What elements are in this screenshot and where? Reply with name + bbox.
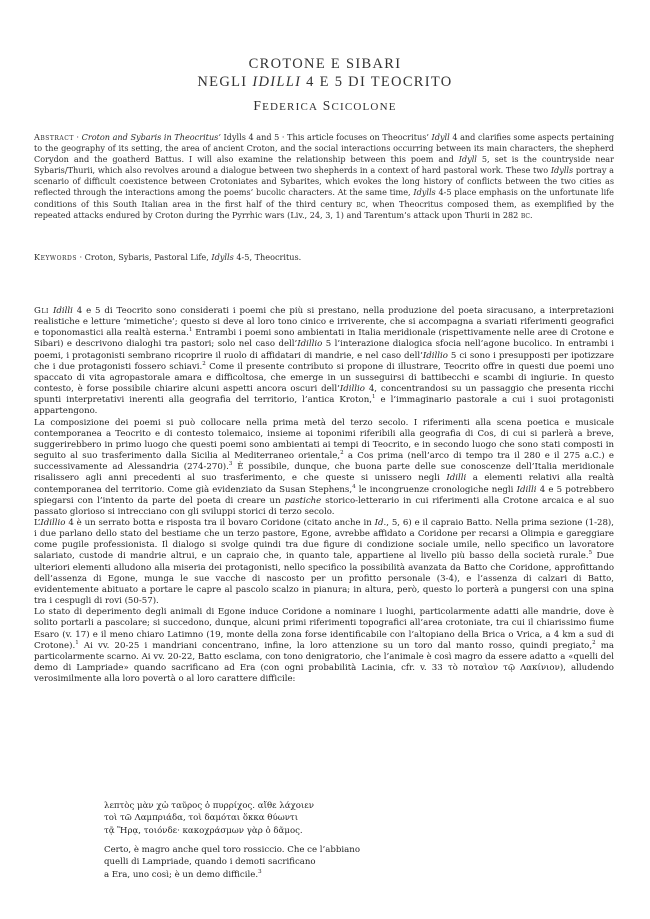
translation-line: Certo, è magro anche quel toro rossiccio. Che ce l’abbiano <box>104 845 360 855</box>
abstract-era: bc <box>520 209 531 220</box>
body-text: 4, concentrandosi su un passaggio che presenta ricchi spunti interpretativi inerenti alla geografia del territorio, l’antica Kroton, <box>34 384 614 406</box>
article-body <box>34 306 614 685</box>
body-text: Ai vv. 20-25 i mandriani concentrano, infine, la loro attenzione su un toro dal manto rosso, quindi pregiato, <box>78 640 593 651</box>
abstract-text: . <box>530 209 533 220</box>
abstract-italic: Idylls <box>413 187 436 198</box>
body-text: 4 e 5 potrebbero spiegarsi con l’intento da parte del poeta di creare un <box>34 484 615 506</box>
body-text: Lo stato di deperimento degli animali di Egone induce Coridone a nominare i luoghi, particolarmente adatti alle mandrie, dove è solito portarli a pascolare; si succedono, dunque, alcuni primi riferimenti topografici all’area crotoniate, tra cui il chiarissimo fiume Esaro (v. 17) e il meno chiaro Latimno (19, monte della zona forse identificabile con l’altopiano della Brica o Vrica, a 4 km a sud di Crotone). <box>34 607 614 651</box>
abstract-text: This article focuses on Theocritus’ <box>287 132 432 142</box>
body-italic: Idillio <box>297 339 323 350</box>
body-italic: Idilli <box>52 306 73 316</box>
footnote-ref[interactable]: 1 <box>372 394 376 401</box>
abstract-text: · <box>73 132 82 142</box>
author-last-initial: S <box>322 98 332 113</box>
title-italic: IDILLI <box>252 74 302 90</box>
footnote-ref[interactable]: 2 <box>202 360 206 367</box>
body-italic: Id. <box>374 517 387 528</box>
body-text: La composizione dei poemi si può collocare nella prima metà del terzo secolo. I riferimenti alla scena poetica e musicale contemporanea a Teocrito e di contesto tolemaico, insieme ai toponimi riferibili alla geografia di Cos, di cui si parlerà a breve, suggerirebbero in primo luogo che questi poemi sono ambientati ai tempi di Teocrito, e in secondo luogo che sono stati composti in seguito al suo trasferimento dalla Sicilia al Mediterraneo orientale, <box>34 417 614 462</box>
abstract-label: Abstract <box>34 132 74 142</box>
body-text: È possibile, dunque, che buona parte delle sue conoscenze dell’Italia meridionale risalissero agli anni precedenti al suo trasferimento, e che queste si unissero negli <box>34 462 614 484</box>
greek-verse: τοὶ τῶ Λαμπριάδα, τοὶ δαμόται ὅκκα θύωντι <box>104 813 299 824</box>
body-text: L’ <box>34 517 41 528</box>
footnote-ref[interactable]: 1 <box>75 639 79 646</box>
keywords <box>34 252 614 263</box>
translation-line <box>104 869 574 881</box>
translation-line: quelli di Lampriade, quando i demoti sacrificano <box>104 857 316 868</box>
paragraph-3 <box>34 518 614 607</box>
footnote-ref[interactable]: 5 <box>588 550 593 557</box>
body-text: 4 è un serrato botta e risposta tra il bovaro Coridone (citato anche in <box>65 517 375 528</box>
footnote-ref[interactable]: 1 <box>188 327 193 334</box>
body-text: a elementi relativi alla realtà contemporanea del territorio. Come già evidenziato da Susan Stephens, <box>34 473 614 495</box>
paragraph-1 <box>34 306 614 418</box>
first-word: Gli <box>34 306 50 316</box>
abstract-italic: Idylls <box>550 165 574 176</box>
footnote-ref[interactable]: 2 <box>340 450 344 457</box>
abstract-title-idylls: Idylls 4 and 5 <box>223 132 280 142</box>
footnote-ref[interactable]: 3 <box>258 868 262 875</box>
body-text: Entrambi i poemi sono ambientati in Italia meridionale (rispettivamente nelle aree di Crotone e Sibari) e descrivono dialoghi tra pastori; solo nel caso dell’ <box>34 328 615 350</box>
body-text: a Cos prima (nell’arco di tempo tra il 280 e il 275 a.C.) e successivamente ad Alessandria (274-270). <box>34 451 615 473</box>
title-text: 4 E 5 DI TEOCRITO <box>301 74 453 90</box>
author-first-initial: F <box>253 98 263 113</box>
body-italic: Idillio <box>339 384 365 395</box>
author-first-rest: EDERICA <box>262 101 319 113</box>
body-text: 5 ci sono i presupposti per ipotizzare che i due protagonisti fossero schiavi. <box>34 350 614 372</box>
quotation-translation <box>104 844 574 881</box>
paragraph-4 <box>34 607 614 685</box>
keywords-label: Keywords <box>34 252 77 262</box>
abstract <box>34 132 614 221</box>
abstract-italic: Idyll <box>458 154 477 165</box>
abstract-era: bc <box>356 198 366 209</box>
body-italic: Idillio <box>422 350 448 361</box>
greek-verse: τᾷ Ἥρᾳ, τοιόνδε· κακοχράσμων γὰρ ὁ δᾶμος. <box>104 825 303 836</box>
abstract-text: , when Theocritus composed them, as exemplified by the repeated attacks endured by Croton during the Pyrrhic wars (Liv., 24, 3, 1) and Tarentum’s attack upon Thurii in 282 <box>34 198 614 220</box>
body-italic: Idillio <box>40 517 66 528</box>
body-text: Come il presente contributo si propone di illustrare, Teocrito offre in questi due poemi uno spaccato di vita agropastorale amara e difficoltosa, che emerge in un susseguirsi di battibecchi e scambi di ingiurie. In questo contesto, è forse possibile chiarire alcuni aspetti ancora oscuri dell’ <box>34 361 614 395</box>
abstract-text: 5, set is the countryside near Sybaris/Thurii, which also revolves around a dialogue between two shepherds in a context of hard pastoral work. These two <box>34 154 615 176</box>
footnote-ref[interactable]: 4 <box>352 483 356 490</box>
abstract-text: 4-5 place emphasis on the unfortunate life conditions of this South Italian area in the first half of the third century <box>34 187 614 209</box>
body-text: storico-letterario in cui riferimenti alla Crotone arcaica e al suo passato glorioso si intrecciano con gli sviluppi storici di terzo secolo. <box>34 495 614 517</box>
body-text: Due ulteriori elementi alludono alla miseria dei protagonisti, nello specifico la possibilità avanzata da Batto che Coridone, approfittando dell’assenza di Egone, munga le sue vacche di nascosto per un profitto personale (3-4), e l’assenza di calzari di Batto, evidentemente abituato a portare le capre al pascolo scalzo in pianura; in altura, però, questo lo porterà a pungersi con una spina tra i cespugli di rovi (50-57). <box>34 551 614 607</box>
body-text: , 5, 6) e il capraio Batto. Nella prima sezione (1-28), i due parlano dello stato del bestiame che un terzo pastore, Egone, avrebbe affidato a Coridone per recarsi a Olimpia e gareggiare come pugile professionista. Il dialogo si svolge quindi tra due figure di condizione sociale umile, nello specifico un lavoratore salariato, custode di mandrie altrui, e un capraio che, in quanto tale, appartiene al livello più basso della società rurale. <box>34 517 614 562</box>
article-title-line-2 <box>0 74 650 91</box>
greek-verse: λεπτὸς μὰν χὠ ταῦρος ὁ πυρρίχος. αἴθε λάχοιεν <box>104 801 314 811</box>
body-text: e l’immaginario pastorale a cui i suoi protagonisti appartengono. <box>34 395 614 417</box>
abstract-text: 4 and clarifies some aspects pertaining to the geography of its setting, the area of ancient Croton, and the social interactions occurring between its main characters, the shepherd Corydon and the goatherd Battus. I will also examine the relationship between this poem and <box>34 132 615 165</box>
body-text: 5 l’interazione dialogica sfocia nell’agone bucolico. In entrambi i poemi, i protagonisti sembrano ricoprire il ruolo di affidatari di mandrie, e nel caso dell’ <box>34 339 614 361</box>
body-italic: Idilli <box>516 484 537 495</box>
body-italic: pastiche <box>284 495 322 506</box>
author-last-rest: CICOLONE <box>331 101 397 113</box>
keywords-text: · Croton, Sybaris, Pastoral Life, <box>76 252 212 262</box>
title-text: NEGLI <box>197 74 253 90</box>
abstract-italic: Idyll <box>431 132 450 142</box>
author-name <box>0 98 650 114</box>
body-text: ma particolarmente scarno. Ai vv. 20-22, Batto esclama, con tono denigratorio, che l’animale è così magro da essere adatto a «quelli del demo di Lampriade» quando sacrificano ad Era (con ogni probabilità Lacinia, cfr. v. 33 τὸ ποταὶον τῷ Λακίνιον), alludendo verosimilmente alla loro povertà o al loro carattere difficile: <box>34 640 614 685</box>
body-text: 4 e 5 di Teocrito sono considerati i poemi che più si prestano, nella produzione del poeta siracusano, a interpretazioni realistiche e letture ‘mimetiche’; questo si deve al loro tono cinico e irriverente, che si accompagna a svariati riferimenti geografici e toponomastici alla realtà esterna. <box>34 306 615 339</box>
keywords-italic: Idylls <box>211 252 234 262</box>
footnote-ref[interactable]: 2 <box>592 639 596 646</box>
body-italic: Idilli <box>446 473 467 484</box>
translation-text: a Era, uno così; è un demo difficile. <box>104 869 259 880</box>
greek-quotation <box>104 800 574 837</box>
article-title-line-1: CROTONE E SIBARI <box>248 56 402 72</box>
footnote-ref[interactable]: 3 <box>228 461 233 468</box>
paragraph-2 <box>34 418 614 518</box>
abstract-text: · <box>279 132 288 142</box>
abstract-text: portray a scenario of difficult coexistence between Crotoniates and Sybarites, which evokes the long history of conflicts between the two cities as reflected through the interactions among the poems’ bucolic characters. At the same time, <box>34 165 614 198</box>
abstract-title: Croton and Sybaris in Theocritus’ <box>81 132 224 142</box>
body-text: le incongruenze cronologiche negli <box>355 484 517 495</box>
keywords-text: 4-5, Theocritus. <box>233 252 302 262</box>
